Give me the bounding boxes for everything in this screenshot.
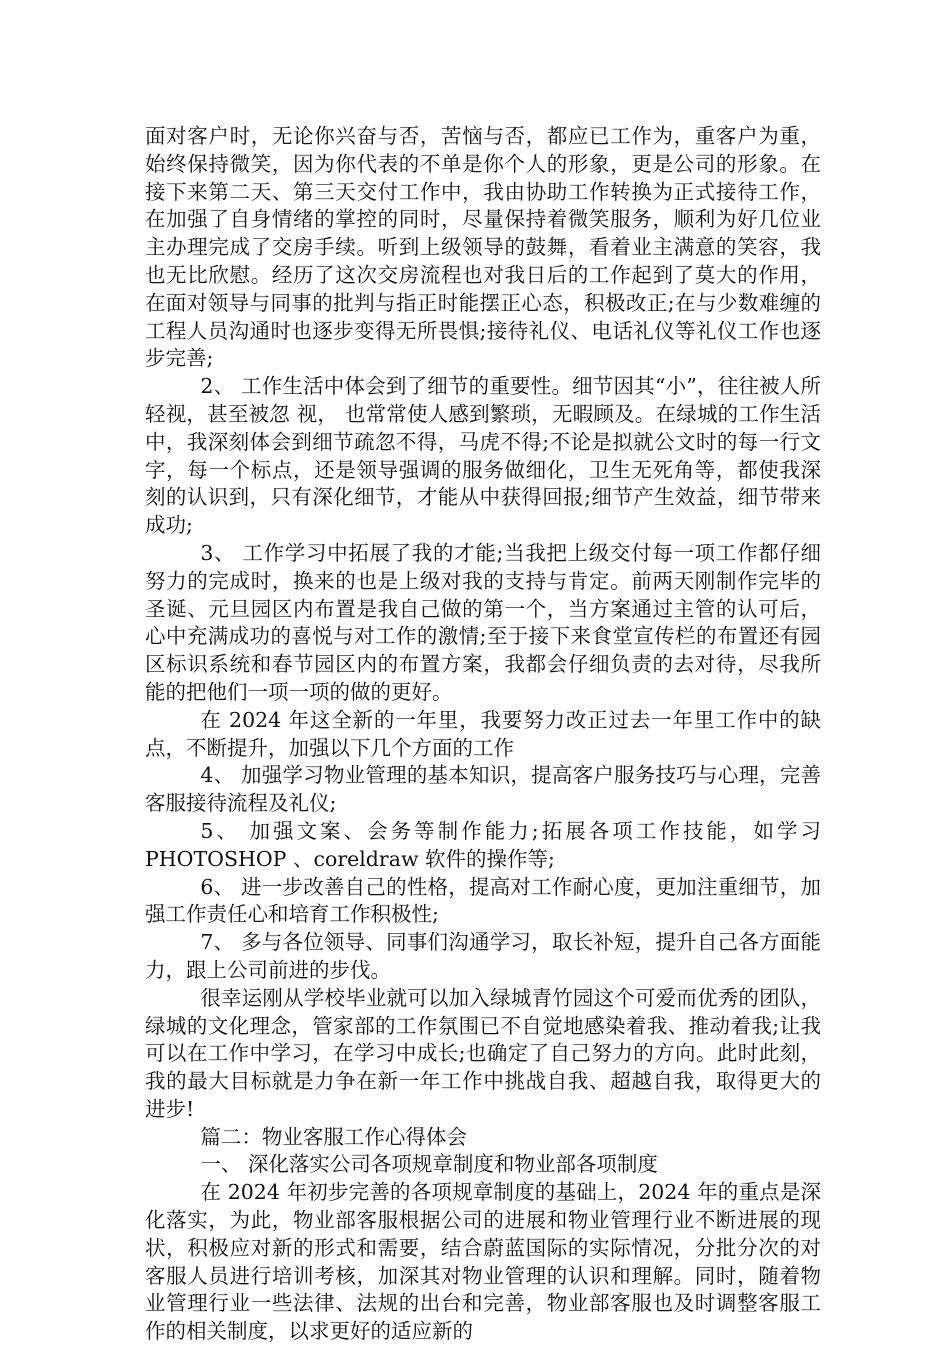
paragraph-9: 很幸运刚从学校毕业就可以加入绿城青竹园这个可爱而优秀的团队，绿城的文化理念，管家部的工作氛围已不自觉地感染着我、推动着我;让我可以在工作中学习，在学习中成长;也确定了自己努力的方向。此时此刻，我的最大目标就是力争在新一年工作中挑战自我、超越自我，取得更大的进步! [145,985,821,1121]
paragraph-6: 5、 加强文案、会务等制作能力;拓展各项工作技能，如学习 PHOTOSHOP 、coreldraw 软件的操作等; [145,818,821,871]
paragraph-5: 4、 加强学习物业管理的基本知识，提高客户服务技巧与心理，完善客服接待流程及礼仪; [145,763,821,816]
paragraph-3: 3、 工作学习中拓展了我的才能;当我把上级交付每一项工作都仔细努力的完成时，换来的也是上级对我的支持与肯定。前两天刚制作完毕的圣诞、元旦园区内布置是我自己做的第一个，当方案通过主管的认可后，心中充满成功的喜悦与对工作的激情;至于接下来食堂宣传栏的布置还有园区标识系统和春节园区内的布置方案，我都会仔细负责的去对待，尽我所能的把他们一项一项的做的更好。 [145,540,821,704]
section-title: 篇二：物业客服工作心得体会 [200,1124,467,1149]
paragraph-7: 6、 进一步改善自己的性格，提高对工作耐心度，更加注重细节，加强工作责任心和培育工作积极性; [145,874,821,927]
paragraph-10: 在 2024 年初步完善的各项规章制度的基础上，2024 年的重点是深化落实，为此，物业部客服根据公司的进展和物业管理行业不断进展的现状，积极应对新的形式和需要，结合蔚蓝国际的实际情况，分批分次的对客服人员进行培训考核，加深其对物业管理的认识和理解。同时，随着物业管理行业一些法律、法规的出台和完善，物业部客服也及时调整客服工作的相关制度，以求更好的适应新的 [145,1180,821,1344]
paragraph-4: 在 2024 年这全新的一年里，我要努力改正过去一年里工作中的缺点，不断提升，加强以下几个方面的工作 [145,707,821,760]
paragraph-8: 7、 多与各位领导、同事们沟通学习，取长补短，提升自己各方面能力，跟上公司前进的步伐。 [145,930,821,982]
paragraph-1: 面对客户时，无论你兴奋与否，苦恼与否，都应已工作为，重客户为重，始终保持微笑，因为你代表的不单是你个人的形象，更是公司的形象。在接下来第二天、第三天交付工作中，我由协助工作转换为正式接待工作，在加强了自身情绪的掌控的同时，尽量保持着微笑服务，顺利为好几位业主办理完成了交房手续。听到上级领导的鼓舞，看着业主满意的笑容，我也无比欣慰。经历了这次交房流程也对我日后的工作起到了莫大的作用，在面对领导与同事的批判与指正时能摆正心态，积极改正;在与少数难缠的工程人员沟通时也逐步变得无所畏惧;接待礼仪、电话礼仪等礼仪工作也逐步完善; [145,124,821,371]
document-body [145,123,821,1346]
section-heading-1: 一、 深化落实公司各项规章制度和物业部各项制度 [200,1152,658,1177]
paragraph-2: 2、 工作生活中体会到了细节的重要性。细节因其“小”，往往被人所轻视，甚至被忽 视， 也常常使人感到繁琐，无暇顾及。在绿城的工作生活中，我深刻体会到细节疏忽不得，马虎不得;不论是拟就公文时的每一行文字，每一个标点，还是领导强调的服务做细化，卫生无死角等，都使我深刻的认识到，只有深化细节，才能从中获得回报;细节产生效益，细节带来成功; [145,374,821,538]
